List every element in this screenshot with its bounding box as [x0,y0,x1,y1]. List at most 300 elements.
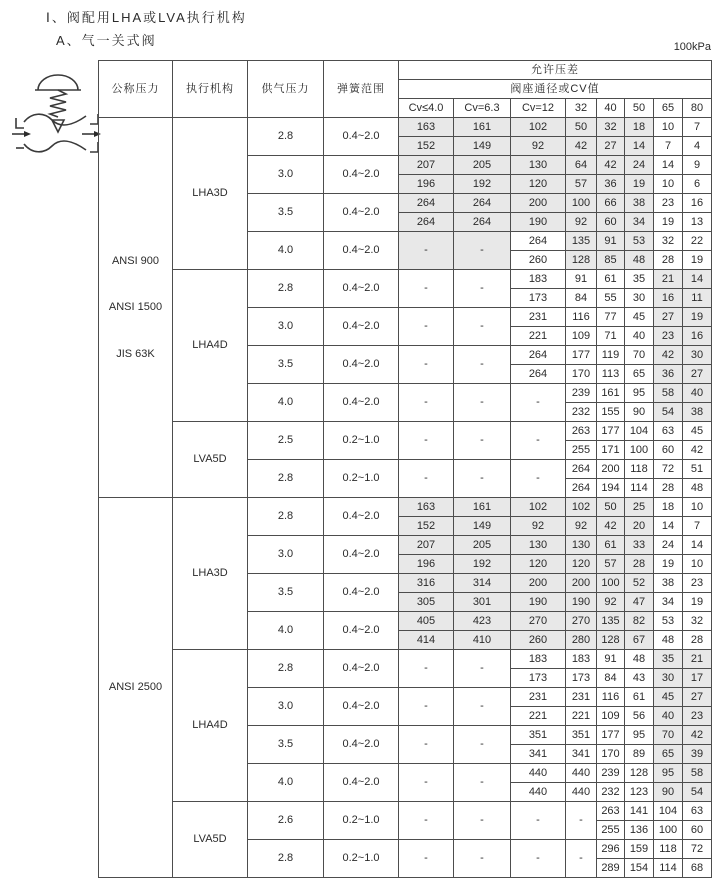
dp-value-cell: 54 [683,783,712,802]
pressure-class-cell [99,118,173,498]
dp-value-cell: 305 [399,593,454,612]
dp-value-cell: 190 [566,593,597,612]
dp-value-cell: 207 [399,156,454,175]
spring-range-cell: 0.4~2.0 [324,270,399,308]
table-body [99,118,712,878]
dp-value-cell: 102 [566,498,597,517]
header-actuator: 执行机构 [173,61,248,118]
dp-value-cell: 314 [454,574,511,593]
dp-value-cell: 19 [654,555,683,574]
dp-value-cell: 173 [511,289,566,308]
dp-empty-cell: - [454,270,511,308]
dp-empty-cell: - [399,270,454,308]
dp-value-cell: 154 [625,859,654,878]
dp-value-cell: 61 [597,536,625,555]
dp-value-cell: 161 [454,118,511,137]
dp-value-cell: 84 [566,289,597,308]
dp-value-cell: 21 [683,650,712,669]
spring-range-cell: 0.4~2.0 [324,536,399,574]
dp-value-cell: 85 [597,251,625,270]
dp-value-cell: 221 [566,707,597,726]
dp-value-cell: 47 [625,593,654,612]
dp-value-cell: 58 [683,764,712,783]
dp-empty-cell: - [454,802,511,840]
dp-value-cell: 194 [597,479,625,498]
dp-value-cell: 13 [683,213,712,232]
header-cv-col: 40 [597,99,625,118]
dp-value-cell: 177 [597,422,625,441]
dp-value-cell: 410 [454,631,511,650]
dp-value-cell: 30 [625,289,654,308]
dp-value-cell: 255 [597,821,625,840]
supply-pressure-cell: 2.8 [248,650,324,688]
dp-value-cell: 58 [654,384,683,403]
dp-value-cell: 109 [597,707,625,726]
dp-value-cell: 263 [566,422,597,441]
dp-value-cell: 170 [566,365,597,384]
dp-value-cell: 84 [597,669,625,688]
dp-empty-cell: - [399,422,454,460]
dp-value-cell: 24 [625,156,654,175]
dp-value-cell: 17 [683,669,712,688]
dp-empty-cell: - [399,726,454,764]
dp-value-cell: 56 [625,707,654,726]
header-cv-col: Cv=6.3 [454,99,511,118]
dp-value-cell: 113 [597,365,625,384]
dp-value-cell: 232 [597,783,625,802]
dp-value-cell: 92 [566,213,597,232]
dp-value-cell: 60 [654,441,683,460]
dp-value-cell: 30 [654,669,683,688]
dp-value-cell: 14 [625,137,654,156]
dp-value-cell: 20 [625,517,654,536]
pressure-class-label: ANSI 1500 [108,301,163,314]
dp-value-cell: 264 [454,213,511,232]
dp-value-cell: 264 [511,346,566,365]
dp-value-cell: 34 [625,213,654,232]
dp-value-cell: 30 [683,346,712,365]
dp-empty-cell: - [566,840,597,878]
dp-value-cell: 161 [597,384,625,403]
dp-value-cell: 161 [454,498,511,517]
dp-value-cell: 14 [683,536,712,555]
pressure-class-cell [99,498,173,878]
dp-empty-cell: - [399,688,454,726]
dp-value-cell: 116 [597,688,625,707]
dp-value-cell: 60 [597,213,625,232]
dp-value-cell: 36 [597,175,625,194]
dp-value-cell: 92 [511,137,566,156]
unit-label: 100kPa [673,41,711,53]
dp-value-cell: 40 [625,327,654,346]
dp-value-cell: 128 [625,764,654,783]
dp-value-cell: 119 [597,346,625,365]
dp-value-cell: 25 [625,498,654,517]
dp-value-cell: 183 [511,270,566,289]
supply-pressure-cell: 3.0 [248,308,324,346]
dp-empty-cell: - [399,346,454,384]
supply-pressure-cell: 3.5 [248,194,324,232]
dp-value-cell: 42 [597,517,625,536]
dp-value-cell: 24 [654,536,683,555]
dp-value-cell: 102 [511,498,566,517]
dp-value-cell: 200 [511,194,566,213]
dp-value-cell: 289 [597,859,625,878]
dp-value-cell: 264 [399,213,454,232]
dp-value-cell: 18 [625,118,654,137]
spring-range-cell: 0.4~2.0 [324,612,399,650]
dp-value-cell: 51 [683,460,712,479]
spring-range-cell: 0.4~2.0 [324,650,399,688]
dp-value-cell: 440 [566,764,597,783]
dp-value-cell: 100 [625,441,654,460]
supply-pressure-cell: 2.8 [248,118,324,156]
dp-value-cell: 42 [566,137,597,156]
dp-value-cell: 14 [654,156,683,175]
dp-value-cell: 42 [683,726,712,745]
dp-value-cell: 16 [654,289,683,308]
dp-value-cell: 301 [454,593,511,612]
pressure-differential-table [98,60,712,878]
dp-value-cell: 200 [597,460,625,479]
dp-value-cell: 114 [654,859,683,878]
dp-value-cell: 82 [625,612,654,631]
spring-range-cell: 0.4~2.0 [324,764,399,802]
supply-pressure-cell: 3.0 [248,688,324,726]
dp-value-cell: 61 [597,270,625,289]
supply-pressure-cell: 2.8 [248,840,324,878]
supply-pressure-cell: 3.0 [248,536,324,574]
dp-value-cell: 91 [597,232,625,251]
supply-pressure-cell: 4.0 [248,612,324,650]
dp-value-cell: 120 [566,555,597,574]
spring-range-cell: 0.2~1.0 [324,802,399,840]
dp-value-cell: 95 [654,764,683,783]
spring-range-cell: 0.4~2.0 [324,346,399,384]
dp-empty-cell: - [454,840,511,878]
dp-empty-cell: - [454,764,511,802]
dp-value-cell: 221 [511,707,566,726]
dp-value-cell: 104 [654,802,683,821]
actuator-cell: LHA4D [173,650,248,802]
dp-value-cell: 38 [625,194,654,213]
section-title: A、气一关式阀 [56,33,157,48]
dp-value-cell: 171 [597,441,625,460]
dp-value-cell: 40 [654,707,683,726]
dp-value-cell: 260 [511,251,566,270]
spring-range-cell: 0.2~1.0 [324,422,399,460]
dp-value-cell: 50 [597,498,625,517]
dp-value-cell: 351 [566,726,597,745]
header-cv-col: 65 [654,99,683,118]
dp-value-cell: 264 [511,232,566,251]
dp-value-cell: 23 [654,194,683,213]
dp-value-cell: 264 [566,460,597,479]
pressure-class-label: ANSI 2500 [108,681,163,694]
dp-value-cell: 67 [625,631,654,650]
dp-value-cell: 23 [654,327,683,346]
header-cv-col: 32 [566,99,597,118]
dp-value-cell: 28 [654,479,683,498]
dp-empty-cell: - [454,422,511,460]
table-row [99,422,712,441]
dp-value-cell: 27 [683,688,712,707]
supply-pressure-cell: 4.0 [248,232,324,270]
dp-empty-cell: - [511,384,566,422]
dp-value-cell: 54 [654,403,683,422]
dp-value-cell: 40 [683,384,712,403]
dp-value-cell: 9 [683,156,712,175]
dp-value-cell: 95 [625,384,654,403]
supply-pressure-cell: 2.6 [248,802,324,840]
dp-value-cell: 149 [454,517,511,536]
dp-value-cell: 19 [625,175,654,194]
supply-pressure-cell: 2.8 [248,498,324,536]
dp-value-cell: 440 [511,764,566,783]
dp-value-cell: 280 [566,631,597,650]
dp-empty-cell: - [454,346,511,384]
spring-range-cell: 0.4~2.0 [324,498,399,536]
header-cv-col: 50 [625,99,654,118]
dp-value-cell: 423 [454,612,511,631]
dp-value-cell: 72 [683,840,712,859]
dp-value-cell: 60 [683,821,712,840]
dp-value-cell: 192 [454,175,511,194]
dp-value-cell: 32 [683,612,712,631]
dp-value-cell: 114 [625,479,654,498]
table-header [99,61,712,118]
dp-value-cell: 6 [683,175,712,194]
supply-pressure-cell: 2.5 [248,422,324,460]
supply-pressure-cell: 3.5 [248,726,324,764]
supply-pressure-cell: 2.8 [248,460,324,498]
dp-value-cell: 130 [511,156,566,175]
dp-value-cell: 190 [511,593,566,612]
dp-value-cell: 190 [511,213,566,232]
dp-value-cell: 14 [683,270,712,289]
dp-value-cell: 34 [654,593,683,612]
spring-range-cell: 0.4~2.0 [324,308,399,346]
dp-value-cell: 136 [625,821,654,840]
dp-value-cell: 440 [511,783,566,802]
dp-value-cell: 53 [625,232,654,251]
dp-value-cell: 7 [683,517,712,536]
dp-value-cell: 170 [597,745,625,764]
dp-value-cell: 414 [399,631,454,650]
actuator-cell: LHA3D [173,498,248,650]
dp-empty-cell: - [454,650,511,688]
dp-value-cell: 231 [511,308,566,327]
dp-value-cell: 264 [566,479,597,498]
dp-value-cell: 100 [654,821,683,840]
dp-value-cell: 296 [597,840,625,859]
dp-value-cell: 183 [566,650,597,669]
dp-value-cell: 4 [683,137,712,156]
dp-value-cell: 48 [625,251,654,270]
spring-range-cell: 0.4~2.0 [324,156,399,194]
dp-value-cell: 316 [399,574,454,593]
dp-value-cell: 38 [654,574,683,593]
dp-value-cell: 118 [654,840,683,859]
dp-value-cell: 55 [597,289,625,308]
dp-value-cell: 57 [597,555,625,574]
dp-value-cell: 18 [654,498,683,517]
dp-empty-cell: - [399,308,454,346]
actuator-cell: LVA5D [173,422,248,498]
supply-pressure-cell: 2.8 [248,270,324,308]
dp-value-cell: 10 [683,555,712,574]
dp-value-cell: 102 [511,118,566,137]
dp-value-cell: 440 [566,783,597,802]
dp-value-cell: 263 [597,802,625,821]
dp-value-cell: 28 [654,251,683,270]
dp-value-cell: 45 [683,422,712,441]
supply-pressure-cell: 3.5 [248,574,324,612]
dp-value-cell: 27 [597,137,625,156]
dp-value-cell: 341 [566,745,597,764]
dp-value-cell: 351 [511,726,566,745]
dp-empty-cell: - [399,802,454,840]
dp-value-cell: 100 [566,194,597,213]
header-cv-col: Cv=12 [511,99,566,118]
dp-value-cell: 53 [654,612,683,631]
supply-pressure-cell: 4.0 [248,764,324,802]
dp-value-cell: 28 [625,555,654,574]
supply-pressure-cell: 3.0 [248,156,324,194]
dp-value-cell: 128 [566,251,597,270]
dp-value-cell: 42 [683,441,712,460]
dp-value-cell: 92 [566,517,597,536]
dp-value-cell: 120 [511,175,566,194]
dp-value-cell: 109 [566,327,597,346]
dp-value-cell: 39 [683,745,712,764]
dp-value-cell: 42 [597,156,625,175]
dp-value-cell: 23 [683,574,712,593]
dp-value-cell: 33 [625,536,654,555]
dp-value-cell: 32 [597,118,625,137]
dp-value-cell: 130 [511,536,566,555]
spring-range-cell: 0.4~2.0 [324,118,399,156]
dp-value-cell: 48 [654,631,683,650]
dp-empty-cell: - [399,650,454,688]
dp-value-cell: 207 [399,536,454,555]
dp-value-cell: 89 [625,745,654,764]
dp-empty-cell: - [511,422,566,460]
dp-value-cell: 232 [566,403,597,422]
dp-value-cell: 149 [454,137,511,156]
dp-value-cell: 91 [566,270,597,289]
dp-value-cell: 405 [399,612,454,631]
dp-value-cell: 100 [597,574,625,593]
dp-value-cell: 120 [511,555,566,574]
dp-value-cell: 19 [683,308,712,327]
dp-value-cell: 130 [566,536,597,555]
dp-value-cell: 14 [654,517,683,536]
dp-value-cell: 32 [654,232,683,251]
dp-value-cell: 159 [625,840,654,859]
actuator-cell: LVA5D [173,802,248,878]
dp-value-cell: 21 [654,270,683,289]
dp-value-cell: 200 [566,574,597,593]
dp-value-cell: 48 [683,479,712,498]
header-spring-range: 弹簧范围 [324,61,399,118]
dp-value-cell: 270 [511,612,566,631]
table-row [99,498,712,517]
dp-value-cell: 22 [683,232,712,251]
dp-value-cell: 38 [683,403,712,422]
dp-value-cell: 196 [399,555,454,574]
dp-value-cell: 341 [511,745,566,764]
dp-value-cell: 163 [399,118,454,137]
dp-value-cell: 35 [654,650,683,669]
dp-empty-cell: - [566,802,597,840]
dp-value-cell: 177 [566,346,597,365]
dp-value-cell: 19 [683,593,712,612]
header-seat-or-cv: 阀座通径或CV值 [399,80,712,99]
dp-empty-cell: - [511,802,566,840]
dp-value-cell: 90 [625,403,654,422]
dp-value-cell: 28 [683,631,712,650]
spring-range-cell: 0.2~1.0 [324,840,399,878]
dp-value-cell: 173 [566,669,597,688]
dp-empty-cell: - [454,384,511,422]
dp-empty-cell: - [511,840,566,878]
dp-value-cell: 27 [683,365,712,384]
table-row [99,118,712,137]
dp-value-cell: 66 [597,194,625,213]
dp-value-cell: 68 [683,859,712,878]
dp-value-cell: 239 [597,764,625,783]
spring-range-cell: 0.4~2.0 [324,688,399,726]
dp-value-cell: 231 [511,688,566,707]
dp-value-cell: 135 [566,232,597,251]
dp-empty-cell: - [399,840,454,878]
dp-value-cell: 128 [597,631,625,650]
spring-range-cell: 0.2~1.0 [324,460,399,498]
dp-value-cell: 71 [597,327,625,346]
dp-value-cell: 70 [625,346,654,365]
dp-value-cell: 65 [654,745,683,764]
dp-value-cell: 45 [625,308,654,327]
dp-value-cell: 177 [597,726,625,745]
dp-value-cell: 65 [625,365,654,384]
dp-value-cell: 196 [399,175,454,194]
dp-empty-cell: - [454,688,511,726]
dp-value-cell: 92 [597,593,625,612]
dp-value-cell: 42 [654,346,683,365]
dp-value-cell: 35 [625,270,654,289]
page-title: Ⅰ、阀配用LHA或LVA执行机构 [46,10,247,25]
supply-pressure-cell: 4.0 [248,384,324,422]
dp-value-cell: 19 [654,213,683,232]
dp-value-cell: 173 [511,669,566,688]
actuator-cell: LHA4D [173,270,248,422]
dp-value-cell: 63 [654,422,683,441]
dp-value-cell: 221 [511,327,566,346]
dp-empty-cell: - [454,460,511,498]
dp-value-cell: 43 [625,669,654,688]
dp-empty-cell: - [454,308,511,346]
dp-value-cell: 255 [566,441,597,460]
dp-value-cell: 36 [654,365,683,384]
header-cv-col: 80 [683,99,712,118]
dp-value-cell: 10 [654,118,683,137]
dp-value-cell: 63 [683,802,712,821]
dp-value-cell: 45 [654,688,683,707]
spring-range-cell: 0.4~2.0 [324,384,399,422]
dp-value-cell: 152 [399,517,454,536]
dp-value-cell: 231 [566,688,597,707]
